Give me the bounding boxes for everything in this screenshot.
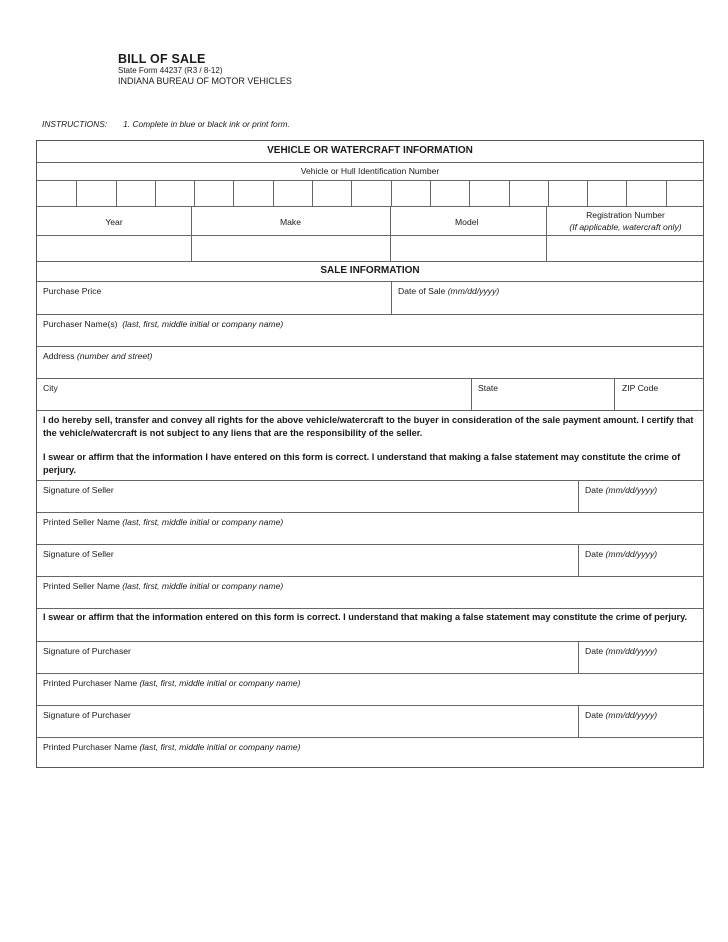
printed-seller-note: (last, first, middle initial or company name): [122, 517, 284, 527]
bill-of-sale-form: [36, 140, 704, 768]
printed-purchaser-label-group: [43, 742, 300, 752]
vin-character-box[interactable]: [391, 180, 430, 206]
purchaser-date-format: (mm/dd/yyyy): [605, 710, 658, 720]
purchase-price-field[interactable]: [37, 281, 391, 314]
purchaser-perjury-text: I swear or affirm that the information entered on this form is correct. I understand that making a false statement may constitute the crime of perjury.: [43, 612, 688, 622]
seller-certification-text: I do hereby sell, transfer and convey all rights for the above vehicle/watercraft to the buyer in consideration of the sale payment amount. I certify that the vehicle/watercraft is not subject to any liens that are the responsibility of the seller.: [43, 415, 694, 438]
seller-perjury-text: I swear or affirm that the information I have entered on this form is correct. I understand that making a false statement may constitute the crime of perjury.: [43, 452, 681, 475]
seller-date-format: (mm/dd/yyyy): [605, 485, 658, 495]
form-header: [118, 52, 292, 87]
printed-purchaser-note: (last, first, middle initial or company name): [139, 678, 301, 688]
printed-seller-label: Printed Seller Name: [43, 517, 120, 527]
year-field[interactable]: [37, 235, 191, 261]
make-label: Make: [279, 217, 301, 227]
printed-seller-name-field-1[interactable]: [37, 512, 705, 544]
vin-character-box[interactable]: [312, 180, 351, 206]
seller-date-label-group: [585, 485, 657, 495]
seller-date-label: Date: [585, 485, 604, 495]
purchaser-names-label: Purchaser Name(s): [43, 319, 118, 329]
date-of-sale-field[interactable]: [391, 281, 705, 314]
vin-character-box[interactable]: [430, 180, 469, 206]
purchaser-date-label-group: [585, 646, 657, 656]
state-field[interactable]: [471, 378, 614, 410]
purchaser-date-label: Date: [585, 710, 604, 720]
purchaser-date-format: (mm/dd/yyyy): [605, 646, 658, 656]
seller-signature-field-1[interactable]: [37, 480, 578, 512]
purchaser-names-label-group: [43, 319, 283, 329]
vin-character-box[interactable]: [587, 180, 626, 206]
vin-character-box[interactable]: [116, 180, 155, 206]
printed-purchaser-label: Printed Purchaser Name: [43, 678, 138, 688]
address-note: (number and street): [76, 351, 153, 361]
vin-character-box[interactable]: [233, 180, 272, 206]
printed-purchaser-note: (last, first, middle initial or company name): [139, 742, 301, 752]
vin-character-box[interactable]: [155, 180, 194, 206]
registration-note: (If applicable, watercraft only): [569, 222, 682, 232]
zip-field[interactable]: [614, 378, 705, 410]
printed-seller-name-field-2[interactable]: [37, 576, 705, 608]
date-of-sale-format: (mm/dd/yyyy): [447, 286, 500, 296]
model-label: Model: [455, 217, 479, 227]
city-label: City: [43, 383, 58, 393]
purchaser-date-field-2[interactable]: [578, 705, 705, 737]
sale-section-title: SALE INFORMATION: [320, 265, 420, 276]
state-label: State: [478, 383, 499, 393]
vin-character-box[interactable]: [626, 180, 665, 206]
address-label: Address: [43, 351, 75, 361]
form-title: BILL OF SALE: [118, 52, 206, 66]
year-label: Year: [105, 217, 123, 227]
date-of-sale-label: Date of Sale: [398, 286, 446, 296]
purchaser-signature-label: Signature of Purchaser: [43, 646, 131, 656]
form-number: State Form 44237 (R3 / 8-12): [118, 66, 223, 75]
printed-seller-note: (last, first, middle initial or company name): [122, 581, 284, 591]
instructions-label: INSTRUCTIONS:: [42, 119, 108, 129]
printed-purchaser-name-field-1[interactable]: [37, 673, 705, 705]
purchaser-signature-field-2[interactable]: [37, 705, 578, 737]
vin-character-box[interactable]: [469, 180, 508, 206]
purchase-price-label: Purchase Price: [43, 286, 102, 296]
vin-character-box[interactable]: [273, 180, 312, 206]
seller-signature-label: Signature of Seller: [43, 485, 114, 495]
vin-character-box[interactable]: [76, 180, 115, 206]
seller-date-format: (mm/dd/yyyy): [605, 549, 658, 559]
printed-purchaser-label: Printed Purchaser Name: [43, 742, 138, 752]
purchaser-signature-field-1[interactable]: [37, 641, 578, 673]
seller-date-label-group: [585, 549, 657, 559]
printed-seller-label-group: [43, 581, 283, 591]
vin-character-box[interactable]: [509, 180, 548, 206]
purchaser-date-label: Date: [585, 646, 604, 656]
vin-character-box[interactable]: [351, 180, 390, 206]
model-field[interactable]: [390, 235, 546, 261]
instructions-text: 1. Complete in blue or black ink or print form.: [123, 119, 290, 129]
purchaser-date-label-group: [585, 710, 657, 720]
vin-character-box[interactable]: [37, 180, 76, 206]
vehicle-section-title: VEHICLE OR WATERCRAFT INFORMATION: [267, 145, 473, 156]
seller-date-field-1[interactable]: [578, 480, 705, 512]
registration-label: Registration Number: [586, 210, 665, 220]
city-field[interactable]: [37, 378, 471, 410]
instructions: [42, 119, 290, 129]
agency-name: INDIANA BUREAU OF MOTOR VEHICLES: [118, 76, 292, 86]
vin-character-box[interactable]: [548, 180, 587, 206]
purchaser-signature-label: Signature of Purchaser: [43, 710, 131, 720]
printed-purchaser-label-group: [43, 678, 300, 688]
vin-character-box[interactable]: [666, 180, 705, 206]
seller-signature-field-2[interactable]: [37, 544, 578, 576]
seller-date-field-2[interactable]: [578, 544, 705, 576]
purchaser-date-field-1[interactable]: [578, 641, 705, 673]
seller-date-label: Date: [585, 549, 604, 559]
address-field[interactable]: [37, 346, 705, 378]
printed-purchaser-name-field-2[interactable]: [37, 737, 705, 768]
printed-seller-label-group: [43, 517, 283, 527]
registration-field[interactable]: [546, 235, 705, 261]
make-field[interactable]: [191, 235, 390, 261]
vin-character-box[interactable]: [194, 180, 233, 206]
zip-label: ZIP Code: [622, 383, 659, 393]
vin-label: Vehicle or Hull Identification Number: [300, 166, 440, 176]
seller-signature-label: Signature of Seller: [43, 549, 114, 559]
address-label-group: [43, 351, 152, 361]
printed-seller-label: Printed Seller Name: [43, 581, 120, 591]
purchaser-names-field[interactable]: [37, 314, 705, 346]
date-of-sale-label-group: [398, 286, 499, 296]
purchaser-names-note: (last, first, middle initial or company name): [122, 319, 284, 329]
